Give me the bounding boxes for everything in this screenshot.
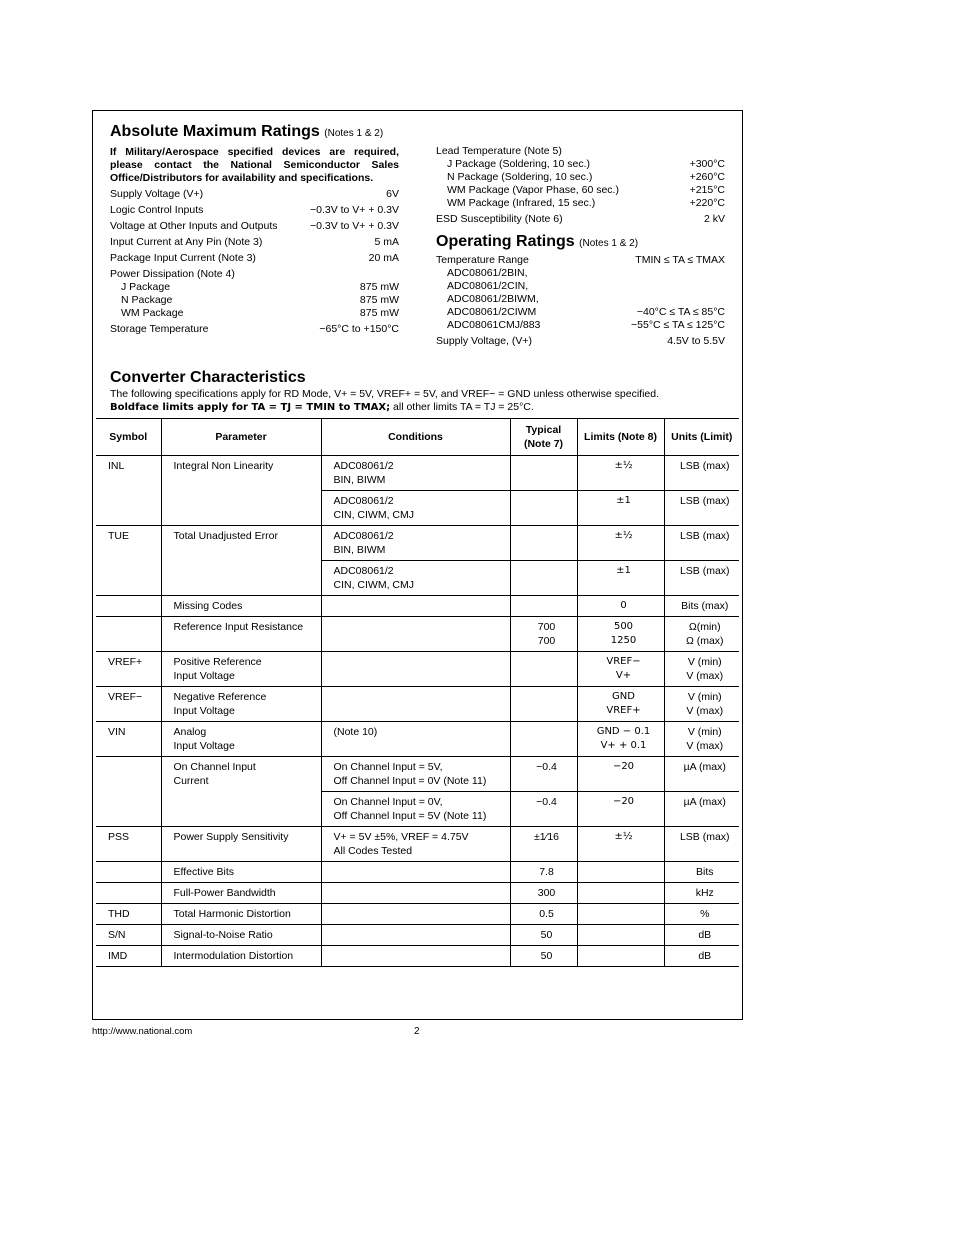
- cell-typical: [510, 491, 577, 526]
- op-part-row: ADC08061CMJ/883 −55°C ≤ TA ≤ 125°C: [447, 319, 725, 331]
- cell-typical: [510, 596, 577, 617]
- table-row: [96, 687, 739, 722]
- cell-typical: −0.4: [510, 757, 577, 792]
- cell-typical: [510, 687, 577, 722]
- cell-symbol: [96, 617, 161, 652]
- military-notice: If Military/Aerospace specified devices are required, please contact the National Semiconductor Sales Office/Distributors for availability and specifications.: [110, 146, 399, 184]
- cell-units: dB: [664, 925, 739, 946]
- cell-limits: ±½: [577, 827, 664, 862]
- table-row: [96, 925, 739, 946]
- cell-units: µA (max): [664, 792, 739, 827]
- cell-typical: 300: [510, 883, 577, 904]
- cell-conditions: [321, 904, 510, 925]
- abs-row: Logic Control Inputs −0.3V to V+ + 0.3V: [110, 204, 399, 216]
- cell-parameter: Full-Power Bandwidth: [161, 883, 321, 904]
- table-header-row: [96, 419, 739, 456]
- header-conditions: Conditions: [321, 419, 510, 456]
- table-row: [96, 827, 739, 862]
- cell-limits: GND − 0.1 V+ + 0.1: [577, 722, 664, 757]
- cell-parameter: Effective Bits: [161, 862, 321, 883]
- lead-row: WM Package (Vapor Phase, 60 sec.) +215°C: [447, 184, 725, 196]
- cell-limits: [577, 862, 664, 883]
- cell-typical: [510, 456, 577, 491]
- header-limits: Limits (Note 8): [577, 419, 664, 456]
- table-row: [96, 456, 739, 491]
- abs-row: J Package 875 mW: [121, 281, 399, 293]
- cell-conditions: ADC08061/2 CIN, CIWM, CMJ: [321, 561, 510, 596]
- converter-intro: The following specifications apply for RD Mode, V+ = 5V, VREF+ = 5V, and VREF− = GND unless otherwise specified.: [110, 388, 660, 400]
- cell-conditions: [321, 946, 510, 967]
- cell-conditions: (Note 10): [321, 722, 510, 757]
- cell-symbol: [96, 757, 161, 827]
- cell-parameter: Integral Non Linearity: [161, 456, 321, 526]
- operating-notes: (Notes 1 & 2): [579, 238, 639, 249]
- cell-conditions: [321, 617, 510, 652]
- cell-limits: ±1: [577, 491, 664, 526]
- cell-limits: 500 1250: [577, 617, 664, 652]
- cell-units: V (min) V (max): [664, 652, 739, 687]
- header-units: Units (Limit): [664, 419, 739, 456]
- table-row: [96, 883, 739, 904]
- cell-conditions: On Channel Input = 0V, Off Channel Input = 5V (Note 11): [321, 792, 510, 827]
- cell-units: kHz: [664, 883, 739, 904]
- cell-units: Bits: [664, 862, 739, 883]
- converter-title: Converter Characteristics: [110, 369, 306, 386]
- cell-conditions: [321, 652, 510, 687]
- cell-limits: VREF− V+: [577, 652, 664, 687]
- cell-conditions: [321, 862, 510, 883]
- abs-row: Voltage at Other Inputs and Outputs −0.3V to V+ + 0.3V: [110, 220, 399, 232]
- cell-symbol: THD: [96, 904, 161, 925]
- op-part-row: ADC08061/2BIN,: [447, 267, 528, 279]
- cell-parameter: On Channel Input Current: [161, 757, 321, 827]
- cell-conditions: [321, 883, 510, 904]
- cell-parameter: Missing Codes: [161, 596, 321, 617]
- cell-symbol: INL: [96, 456, 161, 526]
- converter-section: [110, 368, 725, 414]
- cell-conditions: [321, 596, 510, 617]
- abs-row: WM Package 875 mW: [121, 307, 399, 319]
- cell-symbol: VIN: [96, 722, 161, 757]
- operating-title: Operating Ratings (Notes 1 & 2): [436, 233, 639, 250]
- cell-limits: GND VREF+: [577, 687, 664, 722]
- lead-row: Lead Temperature (Note 5): [436, 145, 562, 157]
- op-supply-row: Supply Voltage, (V+) 4.5V to 5.5V: [436, 335, 725, 347]
- cell-parameter: Negative Reference Input Voltage: [161, 687, 321, 722]
- cell-units: LSB (max): [664, 491, 739, 526]
- table-row: [96, 904, 739, 925]
- cell-conditions: ADC08061/2 CIN, CIWM, CMJ: [321, 491, 510, 526]
- cell-conditions: On Channel Input = 5V, Off Channel Input = 0V (Note 11): [321, 757, 510, 792]
- abs-row: Package Input Current (Note 3) 20 mA: [110, 252, 399, 264]
- table-row: [96, 652, 739, 687]
- cell-conditions: V+ = 5V ±5%, VREF = 4.75V All Codes Tested: [321, 827, 510, 862]
- table-row: [96, 617, 739, 652]
- abs-row: N Package 875 mW: [121, 294, 399, 306]
- footer-url: http://www.national.com: [92, 1026, 193, 1037]
- cell-symbol: [96, 596, 161, 617]
- cell-units: LSB (max): [664, 827, 739, 862]
- header-typical: Typical (Note 7): [510, 419, 577, 456]
- cell-limits: −20: [577, 757, 664, 792]
- cell-typical: [510, 526, 577, 561]
- cell-typical: 0.5: [510, 904, 577, 925]
- cell-symbol: [96, 862, 161, 883]
- absolute-max-section: [110, 122, 399, 336]
- cell-units: LSB (max): [664, 456, 739, 491]
- converter-table: [96, 418, 739, 967]
- lead-row: J Package (Soldering, 10 sec.) +300°C: [447, 158, 725, 170]
- abs-row: Input Current at Any Pin (Note 3) 5 mA: [110, 236, 399, 248]
- cell-typical: 50: [510, 946, 577, 967]
- op-part-row: ADC08061/2BIWM,: [447, 293, 539, 305]
- table-row: [96, 862, 739, 883]
- op-part-row: ADC08061/2CIWM −40°C ≤ TA ≤ 85°C: [447, 306, 725, 318]
- cell-parameter: Analog Input Voltage: [161, 722, 321, 757]
- cell-limits: [577, 904, 664, 925]
- cell-typical: [510, 561, 577, 596]
- cell-symbol: IMD: [96, 946, 161, 967]
- cell-conditions: [321, 925, 510, 946]
- cell-limits: [577, 883, 664, 904]
- cell-parameter: Total Unadjusted Error: [161, 526, 321, 596]
- cell-symbol: [96, 883, 161, 904]
- cell-typical: 7.8: [510, 862, 577, 883]
- header-parameter: Parameter: [161, 419, 321, 456]
- abs-row: Power Dissipation (Note 4): [110, 268, 235, 280]
- converter-intro-2: Boldface limits apply for TA = TJ = TMIN to TMAX; all other limits TA = TJ = 25°C.: [110, 401, 534, 413]
- absolute-max-title: Absolute Maximum Ratings (Notes 1 & 2): [110, 123, 384, 140]
- cell-units: %: [664, 904, 739, 925]
- lead-row: ESD Susceptibility (Note 6) 2 kV: [436, 213, 725, 225]
- cell-typical: −0.4: [510, 792, 577, 827]
- lead-row: N Package (Soldering, 10 sec.) +260°C: [447, 171, 725, 183]
- cell-limits: 0: [577, 596, 664, 617]
- cell-limits: ±½: [577, 456, 664, 491]
- cell-typical: 50: [510, 925, 577, 946]
- cell-parameter: Positive Reference Input Voltage: [161, 652, 321, 687]
- table-row: [96, 526, 739, 561]
- cell-limits: [577, 925, 664, 946]
- cell-units: dB: [664, 946, 739, 967]
- cell-typical: [510, 722, 577, 757]
- cell-symbol: VREF−: [96, 687, 161, 722]
- cell-conditions: [321, 687, 510, 722]
- table-row: [96, 946, 739, 967]
- abs-row: Supply Voltage (V+) 6V: [110, 188, 399, 200]
- cell-parameter: Total Harmonic Distortion: [161, 904, 321, 925]
- cell-limits: ±1: [577, 561, 664, 596]
- cell-units: Bits (max): [664, 596, 739, 617]
- cell-typical: ±1⁄16: [510, 827, 577, 862]
- cell-limits: −20: [577, 792, 664, 827]
- cell-units: LSB (max): [664, 526, 739, 561]
- cell-typical: 700 700: [510, 617, 577, 652]
- cell-typical: [510, 652, 577, 687]
- cell-symbol: PSS: [96, 827, 161, 862]
- op-temp-row: Temperature Range TMIN ≤ TA ≤ TMAX: [436, 254, 725, 266]
- absolute-max-notes: (Notes 1 & 2): [324, 128, 384, 139]
- cell-limits: [577, 946, 664, 967]
- lead-temp-section: [436, 145, 725, 348]
- cell-symbol: TUE: [96, 526, 161, 596]
- table-row: [96, 596, 739, 617]
- cell-units: µA (max): [664, 757, 739, 792]
- cell-parameter: Signal-to-Noise Ratio: [161, 925, 321, 946]
- cell-units: Ω(min) Ω (max): [664, 617, 739, 652]
- cell-units: LSB (max): [664, 561, 739, 596]
- abs-row: Storage Temperature −65°C to +150°C: [110, 323, 399, 335]
- cell-conditions: ADC08061/2 BIN, BIWM: [321, 456, 510, 491]
- cell-symbol: S/N: [96, 925, 161, 946]
- cell-units: V (min) V (max): [664, 722, 739, 757]
- cell-parameter: Power Supply Sensitivity: [161, 827, 321, 862]
- cell-units: V (min) V (max): [664, 687, 739, 722]
- cell-conditions: ADC08061/2 BIN, BIWM: [321, 526, 510, 561]
- op-part-row: ADC08061/2CIN,: [447, 280, 529, 292]
- cell-parameter: Reference Input Resistance: [161, 617, 321, 652]
- cell-symbol: VREF+: [96, 652, 161, 687]
- header-symbol: Symbol: [96, 419, 161, 456]
- table-row: [96, 722, 739, 757]
- page-number: 2: [414, 1026, 420, 1037]
- cell-limits: ±½: [577, 526, 664, 561]
- cell-parameter: Intermodulation Distortion: [161, 946, 321, 967]
- table-row: [96, 757, 739, 792]
- lead-row: WM Package (Infrared, 15 sec.) +220°C: [447, 197, 725, 209]
